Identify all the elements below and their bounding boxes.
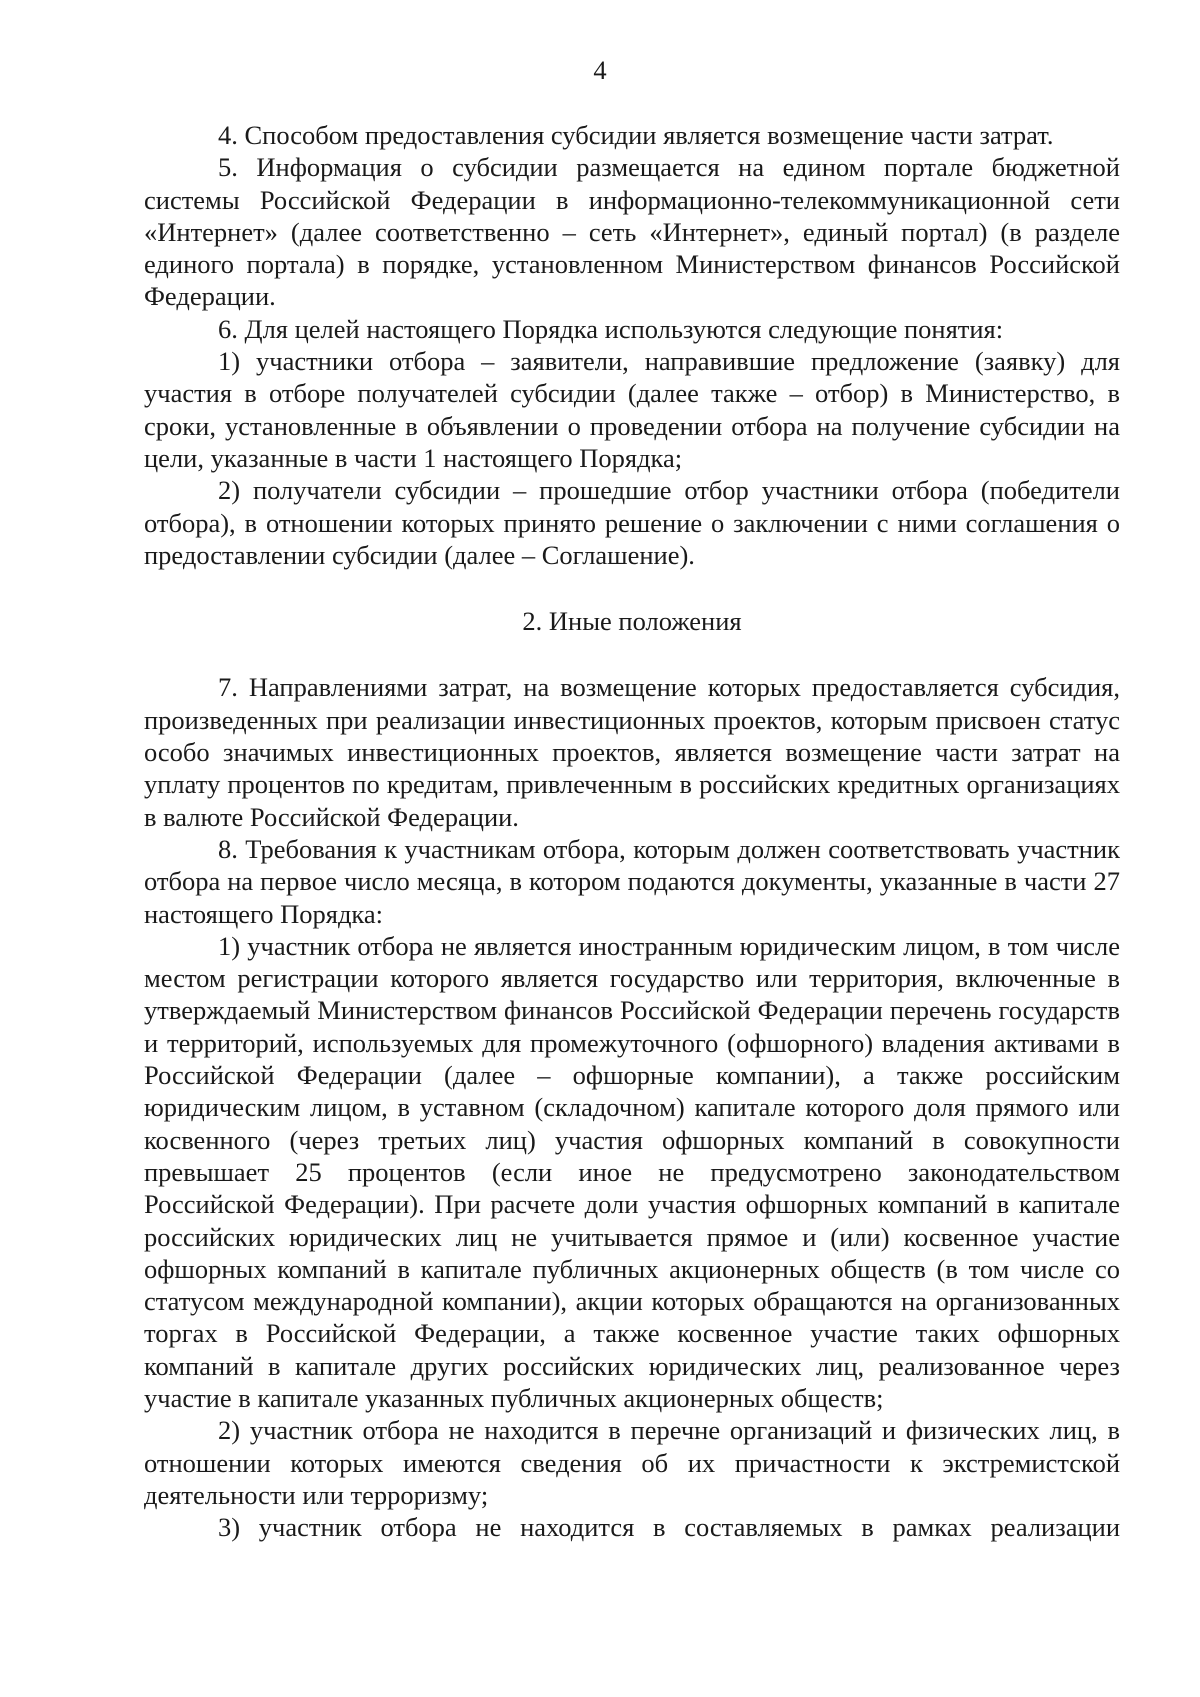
paragraph-8-item-3: 3) участник отбора не находится в составляемых в рамках реализации [218,1512,1120,1543]
document-body [144,119,1120,1543]
paragraph-8-item-2: 2) участник отбора не находится в перечне организаций и физических лиц, в отношении которых имеются сведения об их причастности к экстремистской деятельности или терроризму; [144,1415,1120,1510]
paragraph-7: 7. Направлениями затрат, на возмещение которых предоставляется субсидия, произведенных при реализации инвестиционных проектов, которым присвоен статус особо значимых инвестиционных проектов, является возмещение части затрат на уплату процентов по кредитам, привлеченным в российских кредитных организациях в валюте Российской Федерации. [144,672,1120,832]
paragraph-6-item-2: 2) получатели субсидии – прошедшие отбор участники отбора (победители отбора), в отношении которых принято решение о заключении с ними соглашения о предоставлении субсидии (далее – Соглашение). [144,475,1120,570]
paragraph-5: 5. Информация о субсидии размещается на едином портале бюджетной системы Российской Федерации в информационно-телекоммуникационной сети «Интернет» (далее соответственно – сеть «Интернет», единый портал) (в разделе единого портала) в порядке, установленном Министерством финансов Российской Федерации. [144,152,1120,312]
paragraph-6: 6. Для целей настоящего Порядка используются следующие понятия: [218,313,1004,344]
paragraph-8-item-1: 1) участник отбора не является иностранным юридическим лицом, в том числе местом регистрации которого является государство или территория, включенные в утверждаемый Министерством финансов Российской Федерации перечень государств и территорий, используемых для промежуточного (офшорного) владения активами в Российской Федерации (далее – офшорные компании), а также российским юридическим лицом, в уставном (складочном) капитале которого доля прямого или косвенного (через третьих лиц) участия офшорных компаний в совокупности превышает 25 процентов (если иное не предусмотрено законодательством Российской Федерации). При расчете доли участия офшорных компаний в капитале российских юридических лиц не учитывается прямое и (или) косвенное участие офшорных компаний в капитале публичных акционерных обществ (в том числе со статусом международной компании), акции которых обращаются на организованных торгах в Российской Федерации, а также косвенное участие таких офшорных компаний в капитале других российских юридических лиц, реализованное через участие в капитале указанных публичных акционерных обществ; [144,930,1120,1413]
page-number: 4 [593,55,607,85]
paragraph-6-item-1: 1) участники отбора – заявители, направившие предложение (заявку) для участия в отборе получателей субсидии (далее также – отбор) в Министерство, в сроки, установленные в объявлении о проведении отбора на получение субсидии на цели, указанные в части 1 настоящего Порядка; [144,346,1120,473]
paragraph-4: 4. Способом предоставления субсидии является возмещение части затрат. [218,120,1054,150]
section-heading: 2. Иные положения [522,606,742,637]
paragraph-8: 8. Требования к участникам отбора, которым должен соответствовать участник отбора на первое число месяца, в котором подаются документы, указанные в части 27 настоящего Порядка: [144,833,1120,929]
